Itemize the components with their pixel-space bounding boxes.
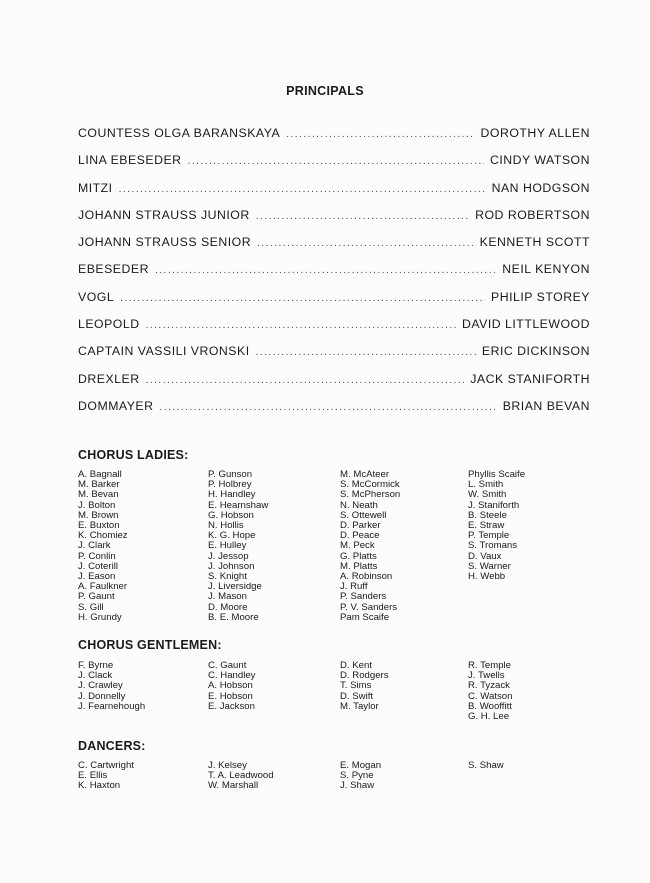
name-column — [208, 661, 338, 712]
cast-member-name: M. McAteer — [340, 469, 390, 480]
cast-member-name: E. Hobson — [208, 690, 253, 702]
cast-member-name: H. Handley — [208, 489, 256, 501]
actor-name: JACK STANIFORTH — [470, 371, 590, 386]
name-column — [78, 661, 208, 712]
principal-row — [78, 399, 590, 426]
cast-member-name: B. Wooffitt — [468, 700, 512, 712]
actor-name: PHILIP STOREY — [491, 289, 590, 304]
cast-member-name: G. Hobson — [208, 509, 254, 521]
principal-row — [78, 317, 590, 344]
principal-row — [78, 208, 590, 235]
cast-member-name: P. Holbrey — [208, 479, 252, 491]
cast-member-name: S. Warner — [468, 560, 511, 572]
actor-name: ROD ROBERTSON — [475, 207, 590, 222]
cast-member-name: E. Ellis — [78, 770, 108, 782]
role-name: LEOPOLD — [78, 317, 140, 332]
principal-row — [78, 153, 590, 180]
cast-member-name: J. Twells — [468, 670, 505, 682]
cast-member-name: P. Sanders — [340, 591, 387, 603]
cast-member-name: C. Handley — [208, 670, 256, 682]
cast-member-name: S. McCormick — [340, 479, 400, 491]
cast-member-name: H. Grundy — [78, 611, 122, 623]
dot-leader — [160, 402, 497, 413]
cast-member-name: D. Swift — [340, 690, 374, 702]
actor-name: KENNETH SCOTT — [479, 235, 590, 250]
cast-member-name: J. Jessop — [208, 550, 249, 562]
dot-leader — [146, 320, 456, 331]
cast-member-name: L. Smith — [468, 479, 504, 491]
name-column — [340, 661, 470, 712]
dancers-heading: DANCERS: — [78, 739, 146, 753]
role-name: DOMMAYER — [78, 398, 154, 413]
cast-member-name: R. Temple — [468, 660, 512, 671]
cast-member-name: J. Fearnehough — [78, 700, 146, 712]
cast-member-name: Phyllis Scaife — [468, 469, 526, 480]
cast-member-name: F. Byrne — [78, 660, 114, 671]
cast-member-name: S. Gill — [78, 601, 104, 613]
principals-title: PRINCIPALS — [286, 84, 364, 98]
cast-member-name: P. Gaunt — [78, 591, 115, 603]
cast-member-name: D. Kent — [340, 660, 372, 671]
dot-leader — [146, 375, 465, 386]
principal-row — [78, 126, 590, 153]
cast-member-name: S. Ottewell — [340, 509, 387, 521]
cast-member-name: J. Crawley — [78, 680, 123, 692]
dot-leader — [256, 211, 469, 222]
principal-row — [78, 372, 590, 399]
cast-member-name: P. Temple — [468, 530, 510, 542]
actor-name: BRIAN BEVAN — [502, 398, 590, 413]
cast-member-name: D. Parker — [340, 520, 381, 532]
cast-member-name: D. Moore — [208, 601, 248, 613]
name-column — [468, 761, 598, 771]
cast-member-name: S. Shaw — [468, 760, 504, 771]
principals-list — [78, 126, 590, 426]
cast-member-name: A. Hobson — [208, 680, 253, 692]
cast-member-name: A. Faulkner — [78, 581, 128, 593]
principal-row — [78, 235, 590, 262]
cast-member-name: J. Donnelly — [78, 690, 126, 702]
name-column — [208, 470, 338, 623]
actor-name: NAN HODGSON — [491, 180, 590, 195]
cast-member-name: J. Ruff — [340, 581, 368, 593]
cast-member-name: P. Conlin — [78, 550, 116, 562]
role-name: JOHANN STRAUSS JUNIOR — [78, 207, 250, 222]
cast-member-name: M. Platts — [340, 560, 378, 572]
name-column — [468, 470, 598, 582]
principal-row — [78, 262, 590, 289]
actor-name: ERIC DICKINSON — [481, 344, 590, 359]
cast-member-name: E. Hulley — [208, 540, 247, 552]
cast-member-name: S. Pyne — [340, 770, 374, 782]
cast-member-name: C. Cartwright — [78, 760, 134, 771]
dot-leader — [188, 156, 484, 167]
cast-member-name: J. Mason — [208, 591, 247, 603]
cast-member-name: E. Mogan — [340, 760, 382, 771]
role-name: COUNTESS OLGA BARANSKAYA — [78, 126, 281, 140]
name-column — [340, 470, 470, 623]
cast-member-name: M. Taylor — [340, 700, 379, 712]
cast-member-name: P. V. Sanders — [340, 601, 398, 613]
cast-member-name: A. Bagnall — [78, 469, 122, 480]
cast-member-name: J. Kelsey — [208, 760, 247, 771]
cast-member-name: J. Eason — [78, 571, 116, 583]
cast-member-name: J. Coterill — [78, 560, 118, 572]
dot-leader — [286, 129, 474, 140]
cast-member-name: M. Bevan — [78, 489, 119, 501]
cast-member-name: J. Shaw — [340, 780, 375, 792]
cast-member-name: S. McPherson — [340, 489, 401, 501]
cast-member-name: M. Brown — [78, 509, 119, 521]
actor-name: CINDY WATSON — [489, 153, 590, 168]
cast-member-name: N. Neath — [340, 499, 378, 511]
cast-member-name: K. G. Hope — [208, 530, 256, 542]
cast-member-name: C. Watson — [468, 690, 513, 702]
cast-member-name: D. Rodgers — [340, 670, 389, 682]
chorus-ladies-heading: CHORUS LADIES: — [78, 448, 189, 462]
name-column — [78, 470, 208, 623]
dot-leader — [120, 293, 485, 304]
role-name: MITZI — [78, 180, 113, 195]
actor-name: DAVID LITTLEWOOD — [461, 317, 590, 332]
cast-member-name: E. Buxton — [78, 520, 120, 532]
dot-leader — [155, 265, 496, 276]
role-name: EBESEDER — [78, 262, 149, 277]
cast-member-name: G. Platts — [340, 550, 377, 562]
cast-member-name: G. H. Lee — [468, 711, 510, 723]
cast-member-name: W. Marshall — [208, 780, 259, 792]
cast-member-name: E. Jackson — [208, 700, 255, 712]
cast-member-name: B. E. Moore — [208, 611, 259, 623]
cast-member-name: J. Johnson — [208, 560, 255, 572]
role-name: LINA EBESEDER — [78, 153, 182, 168]
cast-member-name: W. Smith — [468, 489, 507, 501]
role-name: VOGL — [78, 289, 115, 304]
role-name: DREXLER — [78, 371, 140, 386]
name-column — [208, 761, 338, 792]
cast-member-name: E. Straw — [468, 520, 505, 532]
cast-member-name: T. Sims — [340, 680, 372, 692]
role-name: CAPTAIN VASSILI VRONSKI — [78, 344, 250, 359]
cast-member-name: H. Webb — [468, 571, 506, 583]
cast-member-name: K. Haxton — [78, 780, 121, 792]
cast-member-name: J. Staniforth — [468, 499, 520, 511]
principal-row — [78, 181, 590, 208]
cast-member-name: S. Knight — [208, 571, 247, 583]
cast-member-name: J. Clack — [78, 670, 113, 682]
cast-member-name: S. Tromans — [468, 540, 518, 552]
cast-member-name: J. Bolton — [78, 499, 116, 511]
cast-member-name: B. Steele — [468, 509, 507, 521]
cast-member-name: J. Liversidge — [208, 581, 262, 593]
principal-row — [78, 344, 590, 371]
dot-leader — [119, 184, 486, 195]
role-name: JOHANN STRAUSS SENIOR — [78, 235, 252, 250]
cast-member-name: P. Gunson — [208, 469, 253, 480]
actor-name: NEIL KENYON — [502, 262, 590, 277]
name-column — [468, 661, 598, 722]
actor-name: DOROTHY ALLEN — [480, 126, 590, 140]
dot-leader — [256, 347, 476, 358]
dot-leader — [257, 238, 474, 249]
cast-member-name: J. Clark — [78, 540, 111, 552]
cast-member-name: R. Tyzack — [468, 680, 510, 692]
principal-row — [78, 290, 590, 317]
name-column — [78, 761, 208, 792]
cast-member-name: Pam Scaife — [340, 611, 390, 623]
cast-member-name: T. A. Leadwood — [208, 770, 274, 782]
cast-member-name: D. Vaux — [468, 550, 502, 562]
cast-member-name: C. Gaunt — [208, 660, 247, 671]
cast-member-name: N. Hollis — [208, 520, 244, 532]
name-column — [340, 761, 470, 792]
cast-member-name: D. Peace — [340, 530, 380, 542]
cast-member-name: M. Peck — [340, 540, 375, 552]
cast-member-name: M. Barker — [78, 479, 120, 491]
cast-member-name: A. Robinson — [340, 571, 393, 583]
cast-member-name: E. Hearnshaw — [208, 499, 269, 511]
chorus-gentlemen-heading: CHORUS GENTLEMEN: — [78, 638, 222, 652]
cast-member-name: K. Chomiez — [78, 530, 128, 542]
